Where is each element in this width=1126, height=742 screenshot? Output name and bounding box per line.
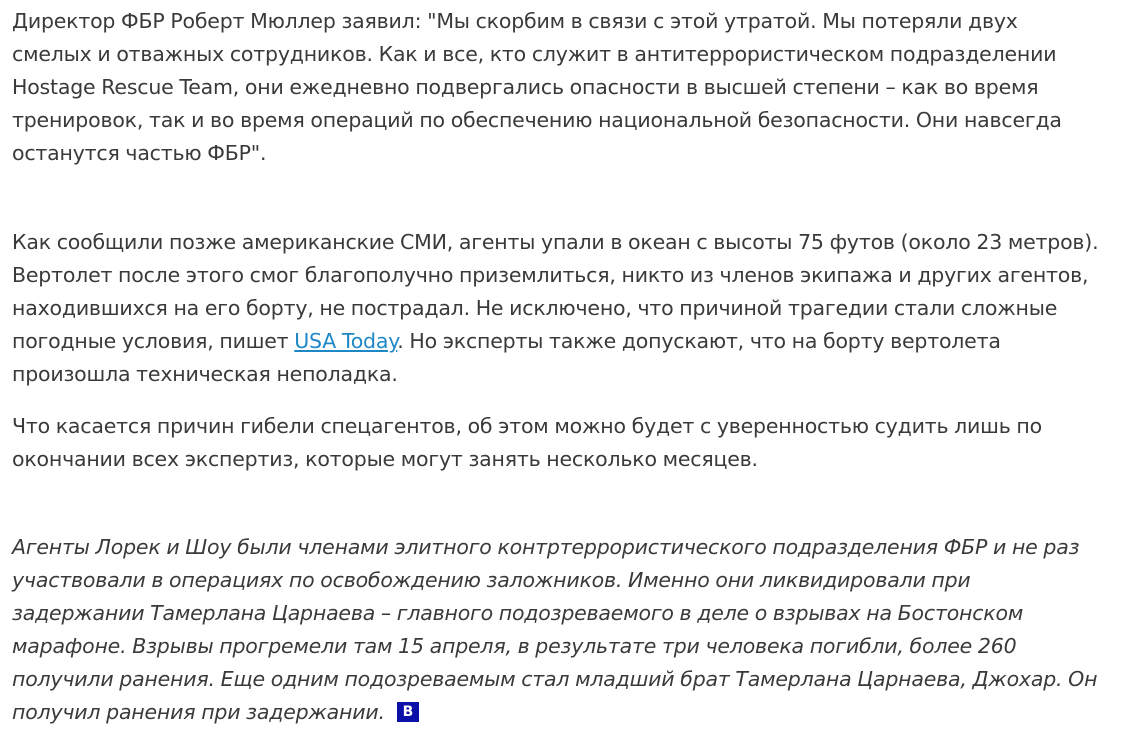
paragraph-mueller-quote: Директор ФБР Роберт Мюллер заявил: "Мы скорбим в связи с этой утратой. Мы потеряли двух смелых и отважных сотрудников. Как и все, кто служит в антитеррористическом подразделении Hostage Rescue Team, они ежедневно подвергались опасности в высшей степени – как во время тренировок, так и во время операций по обеспечению национальной безопасности. Они навсегда останутся частью ФБР". bbox=[12, 9, 1062, 165]
usa-today-link[interactable]: USA Today bbox=[294, 329, 398, 353]
source-badge-letter: В bbox=[402, 704, 414, 720]
paragraph-agents-text: Агенты Лорек и Шоу были членами элитного контртеррористического подразделения ФБР и не раз участвовали в операциях по освобождению заложников. Именно они ликвидировали при задержании Тамерлана Царнаева – главного подозреваемого в деле о взрывах на Бостонском марафоне. Взрывы прогремели там 15 апреля, в результате три человека погибли, более 260 получили ранения. Еще одним подозреваемым стал младший брат Тамерлана Царнаева, Джохар. Он получил ранения при задержании. bbox=[12, 535, 1098, 724]
paragraph-incident-text-start: Как сообщили позже американские СМИ, агенты упали в океан с высоты 75 футов (около 23 метров). Вертолет после этого смог благополучно приземлиться, никто из членов экипажа и других агентов, находившихся на его борту, не пострадал. Не исключено, что причиной трагедии стали сложные погодные условия, пишет bbox=[12, 230, 1099, 353]
paragraph-agents-background bbox=[12, 531, 1102, 729]
paragraph-incident-text-end: . Но эксперты также допускают, что на борту вертолета произошла техническая неполадка. bbox=[12, 329, 1001, 386]
source-badge-icon[interactable] bbox=[397, 702, 419, 722]
paragraph-investigation: Что касается причин гибели спецагентов, об этом можно будет с уверенностью судить лишь по окончании всех экспертиз, которые могут занять несколько месяцев. bbox=[12, 414, 1042, 471]
article-body bbox=[12, 5, 1102, 729]
paragraph-incident-details bbox=[12, 226, 1102, 391]
